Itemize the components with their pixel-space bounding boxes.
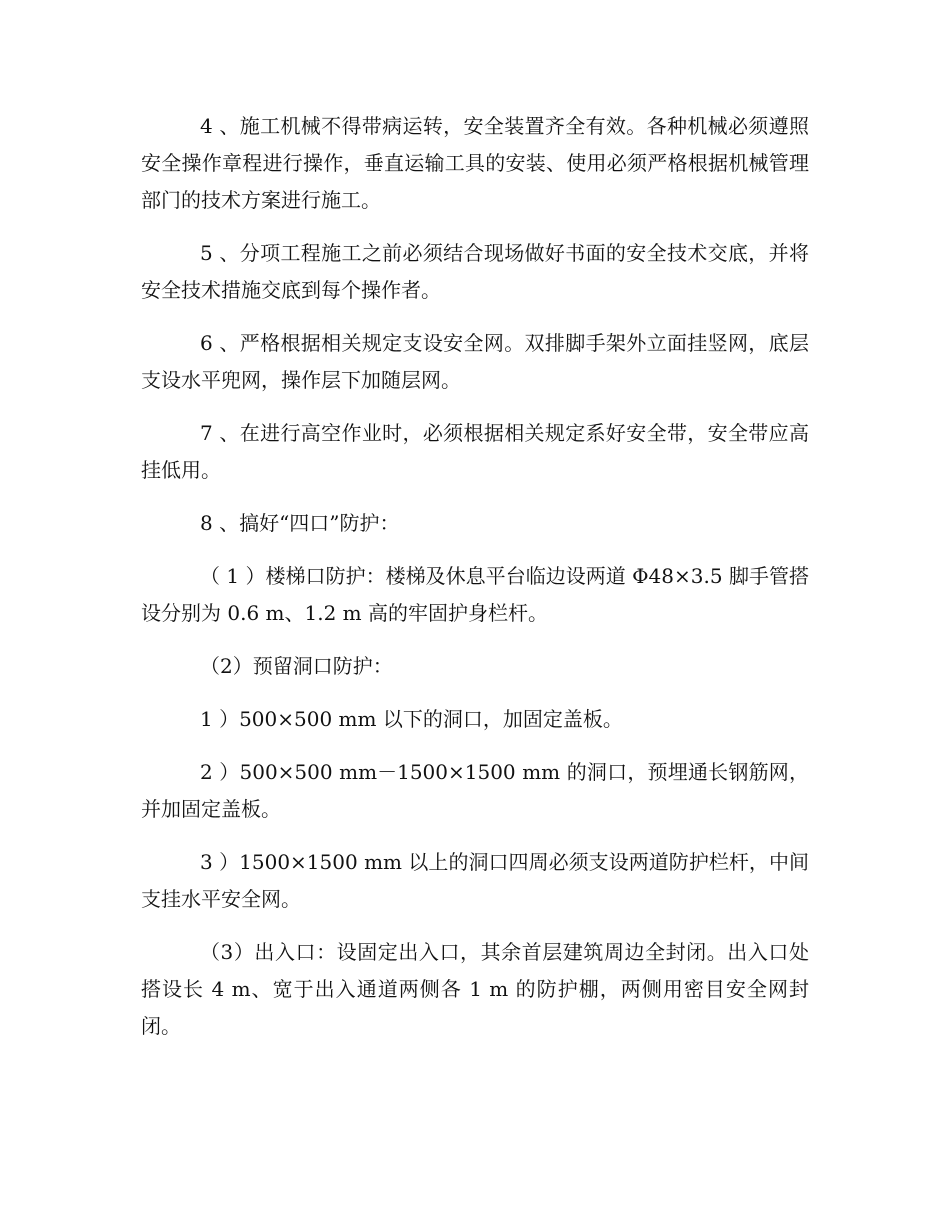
paragraph-opening-protection-heading: （2）预留洞口防护： <box>200 654 393 678</box>
paragraph-item-7: 7 、在进行高空作业时，必须根据相关规定系好安全带，安全带应高挂低用。 <box>141 421 809 482</box>
paragraph-stairway-protection: （ 1 ）楼梯口防护：楼梯及休息平台临边设两道 Φ48×3.5 脚手管搭设分别为 0.6 m、1.2 m 高的牢固护身栏杆。 <box>141 564 809 625</box>
paragraph-item-5: 5 、分项工程施工之前必须结合现场做好书面的安全技术交底，并将安全技术措施交底到每个操作者。 <box>141 241 809 302</box>
paragraph-item-8-heading: 8 、搞好“四口”防护： <box>200 511 400 535</box>
paragraph-item-6: 6 、严格根据相关规定支设安全网。双排脚手架外立面挂竖网，底层支设水平兜网，操作层下加随层网。 <box>141 331 809 392</box>
paragraph-entrance-protection: （3）出入口：设固定出入口，其余首层建筑周边全封闭。出入口处搭设长 4 m、宽于出入通道两侧各 1 m 的防护棚，两侧用密目安全网封闭。 <box>141 940 809 1038</box>
paragraph-opening-large: 3 ）1500×1500 mm 以上的洞口四周必须支设两道防护栏杆，中间支挂水平安全网。 <box>141 850 809 911</box>
document-body <box>141 108 809 1061</box>
paragraph-opening-small: 1 ）500×500 mm 以下的洞口，加固定盖板。 <box>200 707 623 731</box>
paragraph-item-4: 4 、施工机械不得带病运转，安全装置齐全有效。各种机械必须遵照安全操作章程进行操作，垂直运输工具的安装、使用必须严格根据机械管理部门的技术方案进行施工。 <box>141 114 809 212</box>
paragraph-opening-medium: 2 ）500×500 mm－1500×1500 mm 的洞口，预埋通长钢筋网，并加固定盖板。 <box>141 760 809 821</box>
